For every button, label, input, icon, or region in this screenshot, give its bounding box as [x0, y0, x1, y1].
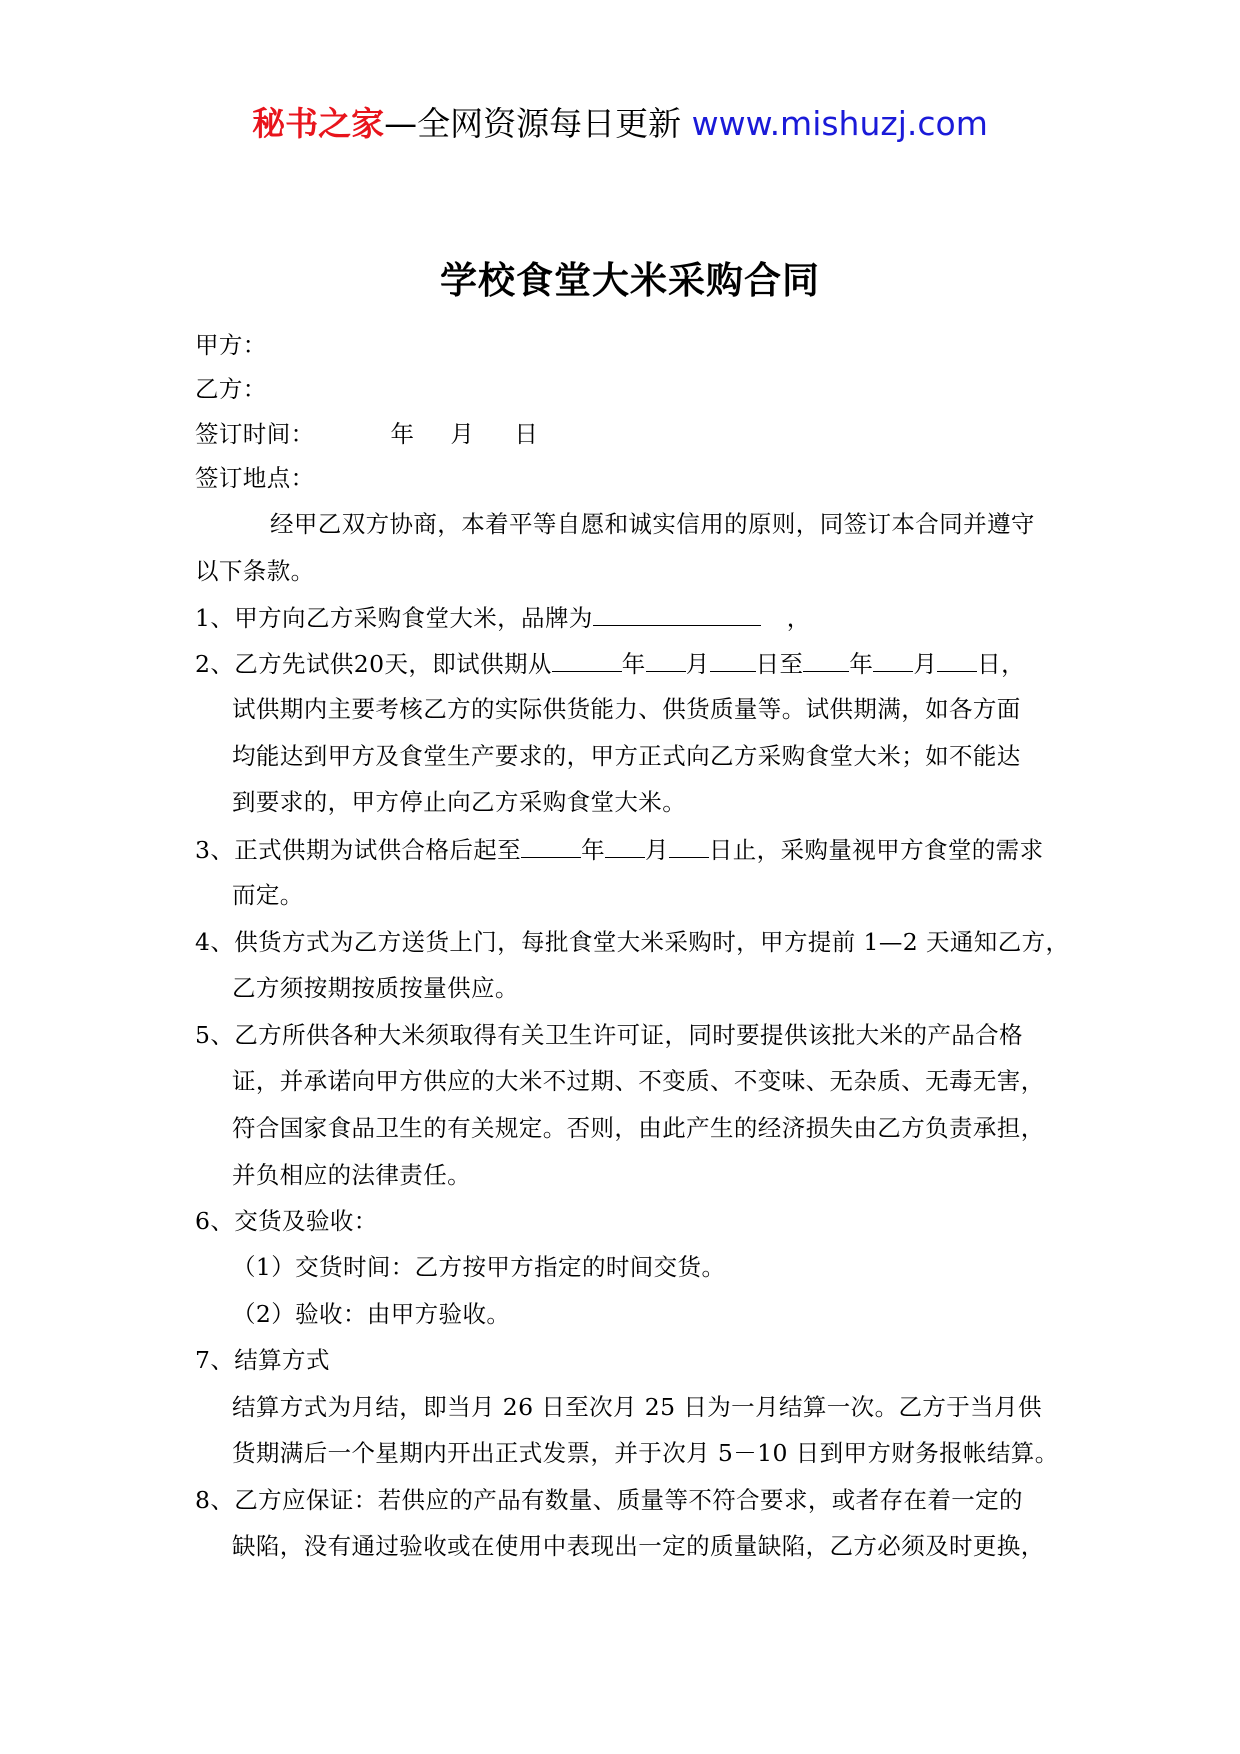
site-header: [0, 98, 1240, 145]
trial-end-month-blank[interactable]: [873, 647, 913, 672]
clause-1-end: ，: [786, 604, 811, 632]
clause-7-title: 7、结算方式: [195, 1346, 330, 1374]
clause-1-text: 1、甲方向乙方采购食堂大米，品牌为: [195, 604, 593, 632]
clause-7-line-2: 货期满后一个星期内开出正式发票，并于次月 5－10 日到甲方财务报帐结算。: [232, 1439, 1059, 1467]
party-b-line: 乙方：: [195, 375, 267, 403]
sign-month: 月: [450, 420, 475, 448]
trial-days: 20: [353, 650, 385, 678]
clause-2-mid: 天，即试供期从: [384, 650, 552, 678]
clause-8-line-2: 缺陷，没有通过验收或在使用中表现出一定的质量缺陷，乙方必须及时更换，: [232, 1532, 1045, 1560]
formal-end-day-blank[interactable]: [669, 833, 709, 858]
year-label: 年: [581, 836, 605, 864]
clause-2-start: 2、乙方先试供: [195, 650, 354, 678]
clause-2-line-1: [195, 647, 1025, 679]
sign-place-line: 签订地点：: [195, 464, 315, 492]
clause-5-line-2: 证，并承诺向甲方供应的大米不过期、不变质、不变味、无杂质、无毒无害，: [232, 1067, 1045, 1095]
intro-line-2: 以下条款。: [195, 557, 315, 585]
month-label: 月: [913, 650, 938, 678]
clause-6-item-1: （1）交货时间：乙方按甲方指定的时间交货。: [232, 1253, 726, 1281]
clause-3-start: 3、正式供期为试供合格后起至: [195, 836, 522, 864]
month-label: 月: [685, 650, 710, 678]
year-label: 年: [621, 650, 646, 678]
clause-4-line-1: 4、供货方式为乙方送货上门，每批食堂大米采购时，甲方提前 1—2 天通知乙方，: [195, 928, 1070, 956]
clause-5-line-4: 并负相应的法律责任。: [232, 1161, 471, 1189]
month-label: 月: [644, 836, 669, 864]
formal-end-year-blank[interactable]: [521, 833, 581, 858]
clause-2-to: 日至: [755, 650, 804, 678]
clause-7-line-1: 结算方式为月结，即当月 26 日至次月 25 日为一月结算一次。乙方于当月供: [232, 1393, 1042, 1421]
clause-8-line-1: 8、乙方应保证：若供应的产品有数量、质量等不符合要求，或者存在着一定的: [195, 1486, 1023, 1514]
clause-2-line-4: 到要求的，甲方停止向乙方采购食堂大米。: [232, 788, 687, 816]
site-brand: 秘书之家: [252, 104, 385, 143]
clause-2-line-2: 试供期内主要考核乙方的实际供货能力、供货质量等。试供期满，如各方面: [232, 695, 1021, 723]
year-label: 年: [849, 650, 874, 678]
trial-start-month-blank[interactable]: [646, 647, 686, 672]
clause-2-end: 日，: [977, 650, 1026, 678]
clause-3-line-2: 而定。: [232, 881, 304, 909]
trial-start-year-blank[interactable]: [552, 647, 622, 672]
sign-time-label: 签订时间：: [195, 420, 315, 448]
formal-end-month-blank[interactable]: [605, 833, 645, 858]
clause-1: [195, 601, 811, 633]
trial-start-day-blank[interactable]: [710, 647, 756, 672]
clause-4-line-2: 乙方须按期按质按量供应。: [232, 974, 519, 1002]
site-url-link[interactable]: www.mishuzj.com: [691, 104, 988, 143]
trial-end-day-blank[interactable]: [937, 647, 977, 672]
clause-5-line-3: 符合国家食品卫生的有关规定。否则，由此产生的经济损失由乙方负责承担，: [232, 1114, 1045, 1142]
clause-5-line-1: 5、乙方所供各种大米须取得有关卫生许可证，同时要提供该批大米的产品合格: [195, 1021, 1023, 1049]
clause-3-end: 日止，采购量视甲方食堂的需求: [708, 836, 1044, 864]
trial-end-year-blank[interactable]: [803, 647, 849, 672]
sign-time-line: [195, 419, 538, 449]
sign-day: 日: [514, 420, 539, 448]
brand-blank[interactable]: [593, 601, 761, 626]
clause-3-line-1: [195, 833, 1043, 865]
document-title: 学校食堂大米采购合同: [440, 258, 820, 302]
party-a-line: 甲方：: [195, 331, 267, 359]
sign-year: 年: [390, 420, 415, 448]
clause-6-item-2: （2）验收：由甲方验收。: [232, 1300, 511, 1328]
clause-6-title: 6、交货及验收：: [195, 1207, 378, 1235]
site-tagline: —全网资源每日更新: [384, 104, 682, 143]
intro-line-1: 经甲乙双方协商，本着平等自愿和诚实信用的原则，同签订本合同并遵守: [270, 510, 1035, 538]
clause-2-line-3: 均能达到甲方及食堂生产要求的，甲方正式向乙方采购食堂大米；如不能达: [232, 742, 1021, 770]
